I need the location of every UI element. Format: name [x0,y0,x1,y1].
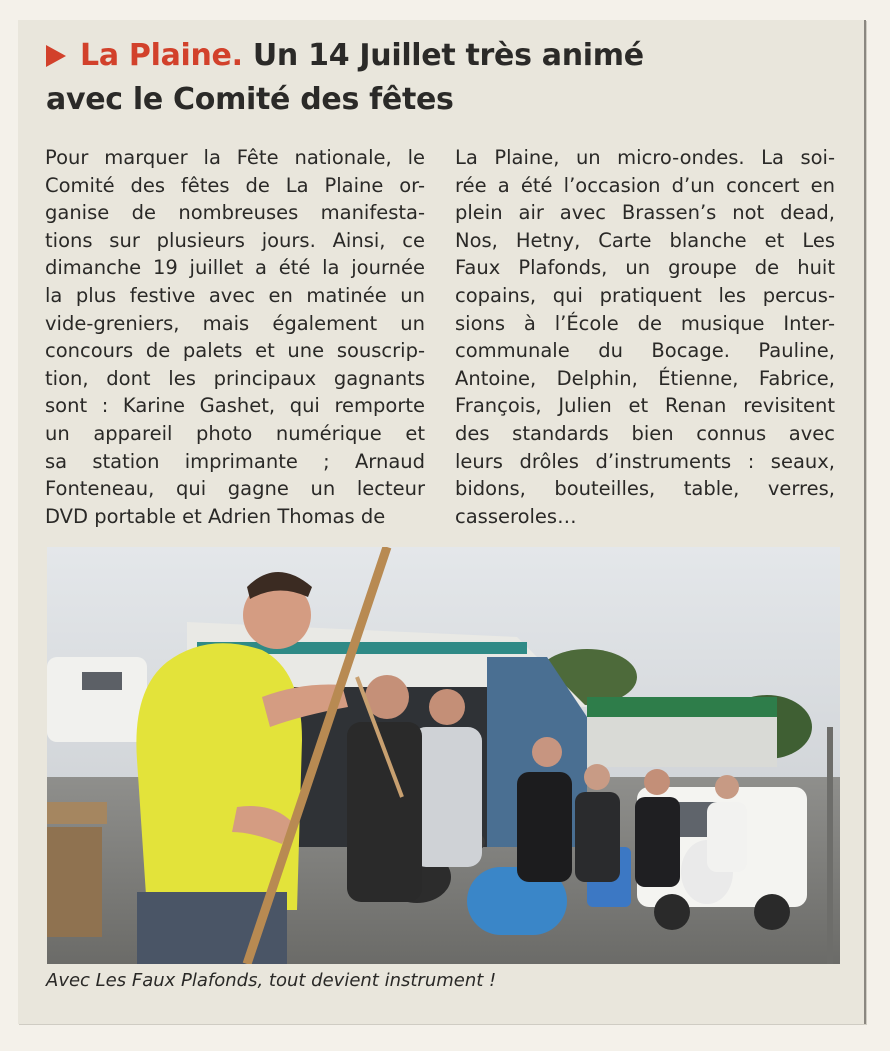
right-line: Nos, Hetny, Carte blanche et Les [455,228,835,252]
left-line: ganise de nombreuses manifesta- [45,201,425,225]
right-line: Faux Plafonds, un groupe de huit [455,256,835,280]
newspaper-clipping [18,20,866,1024]
left-line: DVD portable et Adrien Thomas de [45,504,386,528]
photo-caption: Avec Les Faux Plafonds, tout devient instrument ! [46,970,497,991]
headline-title-line1: Un 14 Juillet très animé [242,38,644,73]
left-line: dimanche 19 juillet a été la journée [45,256,425,280]
left-line: Comité des fêtes de La Plaine or- [45,173,425,197]
left-line: sa station imprimante ; Arnaud [45,449,425,473]
headline [46,34,846,122]
right-line: Antoine, Delphin, Étienne, Fabrice, [455,366,835,390]
article-column-left [45,144,425,530]
left-line: concours de palets et une souscrip- [45,339,425,363]
right-line: La Plaine, un micro-ondes. La soi- [455,146,835,169]
right-line: casseroles… [455,504,577,528]
right-line: François, Julien et Renan revisitent [455,394,835,418]
left-line: Pour marquer la Fête nationale, le [45,146,425,169]
right-line: communale du Bocage. Pauline, [455,339,835,363]
triangle-arrow-icon [46,45,66,67]
article-column-right [455,144,835,530]
right-line: leurs drôles d’instruments : seaux, [455,449,835,473]
left-line: Fonteneau, qui gagne un lecteur [45,477,425,501]
right-line: sions à l’École de musique Inter- [455,311,835,335]
right-line: copains, qui pratiquent les percus- [455,283,835,307]
headline-place: La Plaine. [80,38,243,73]
left-line: un appareil photo numérique et [45,421,425,445]
right-line: rée a été l’occasion d’un concert en [455,173,835,197]
left-line: sont : Karine Gashet, qui remporte [45,394,425,418]
left-line: vide-greniers, mais également un [45,311,425,335]
right-line: plein air avec Brassen’s not dead, [455,201,835,225]
photo-illustration [47,547,840,964]
left-line: tions sur plusieurs jours. Ainsi, ce [45,228,425,252]
left-line: la plus festive avec en matinée un [45,283,425,307]
article-photo [47,547,840,964]
right-line: des standards bien connus avec [455,421,835,445]
left-line: tion, dont les principaux gagnants [45,366,425,390]
right-line: bidons, bouteilles, table, verres, [455,477,835,501]
headline-title-line2: avec le Comité des fêtes [46,82,454,117]
